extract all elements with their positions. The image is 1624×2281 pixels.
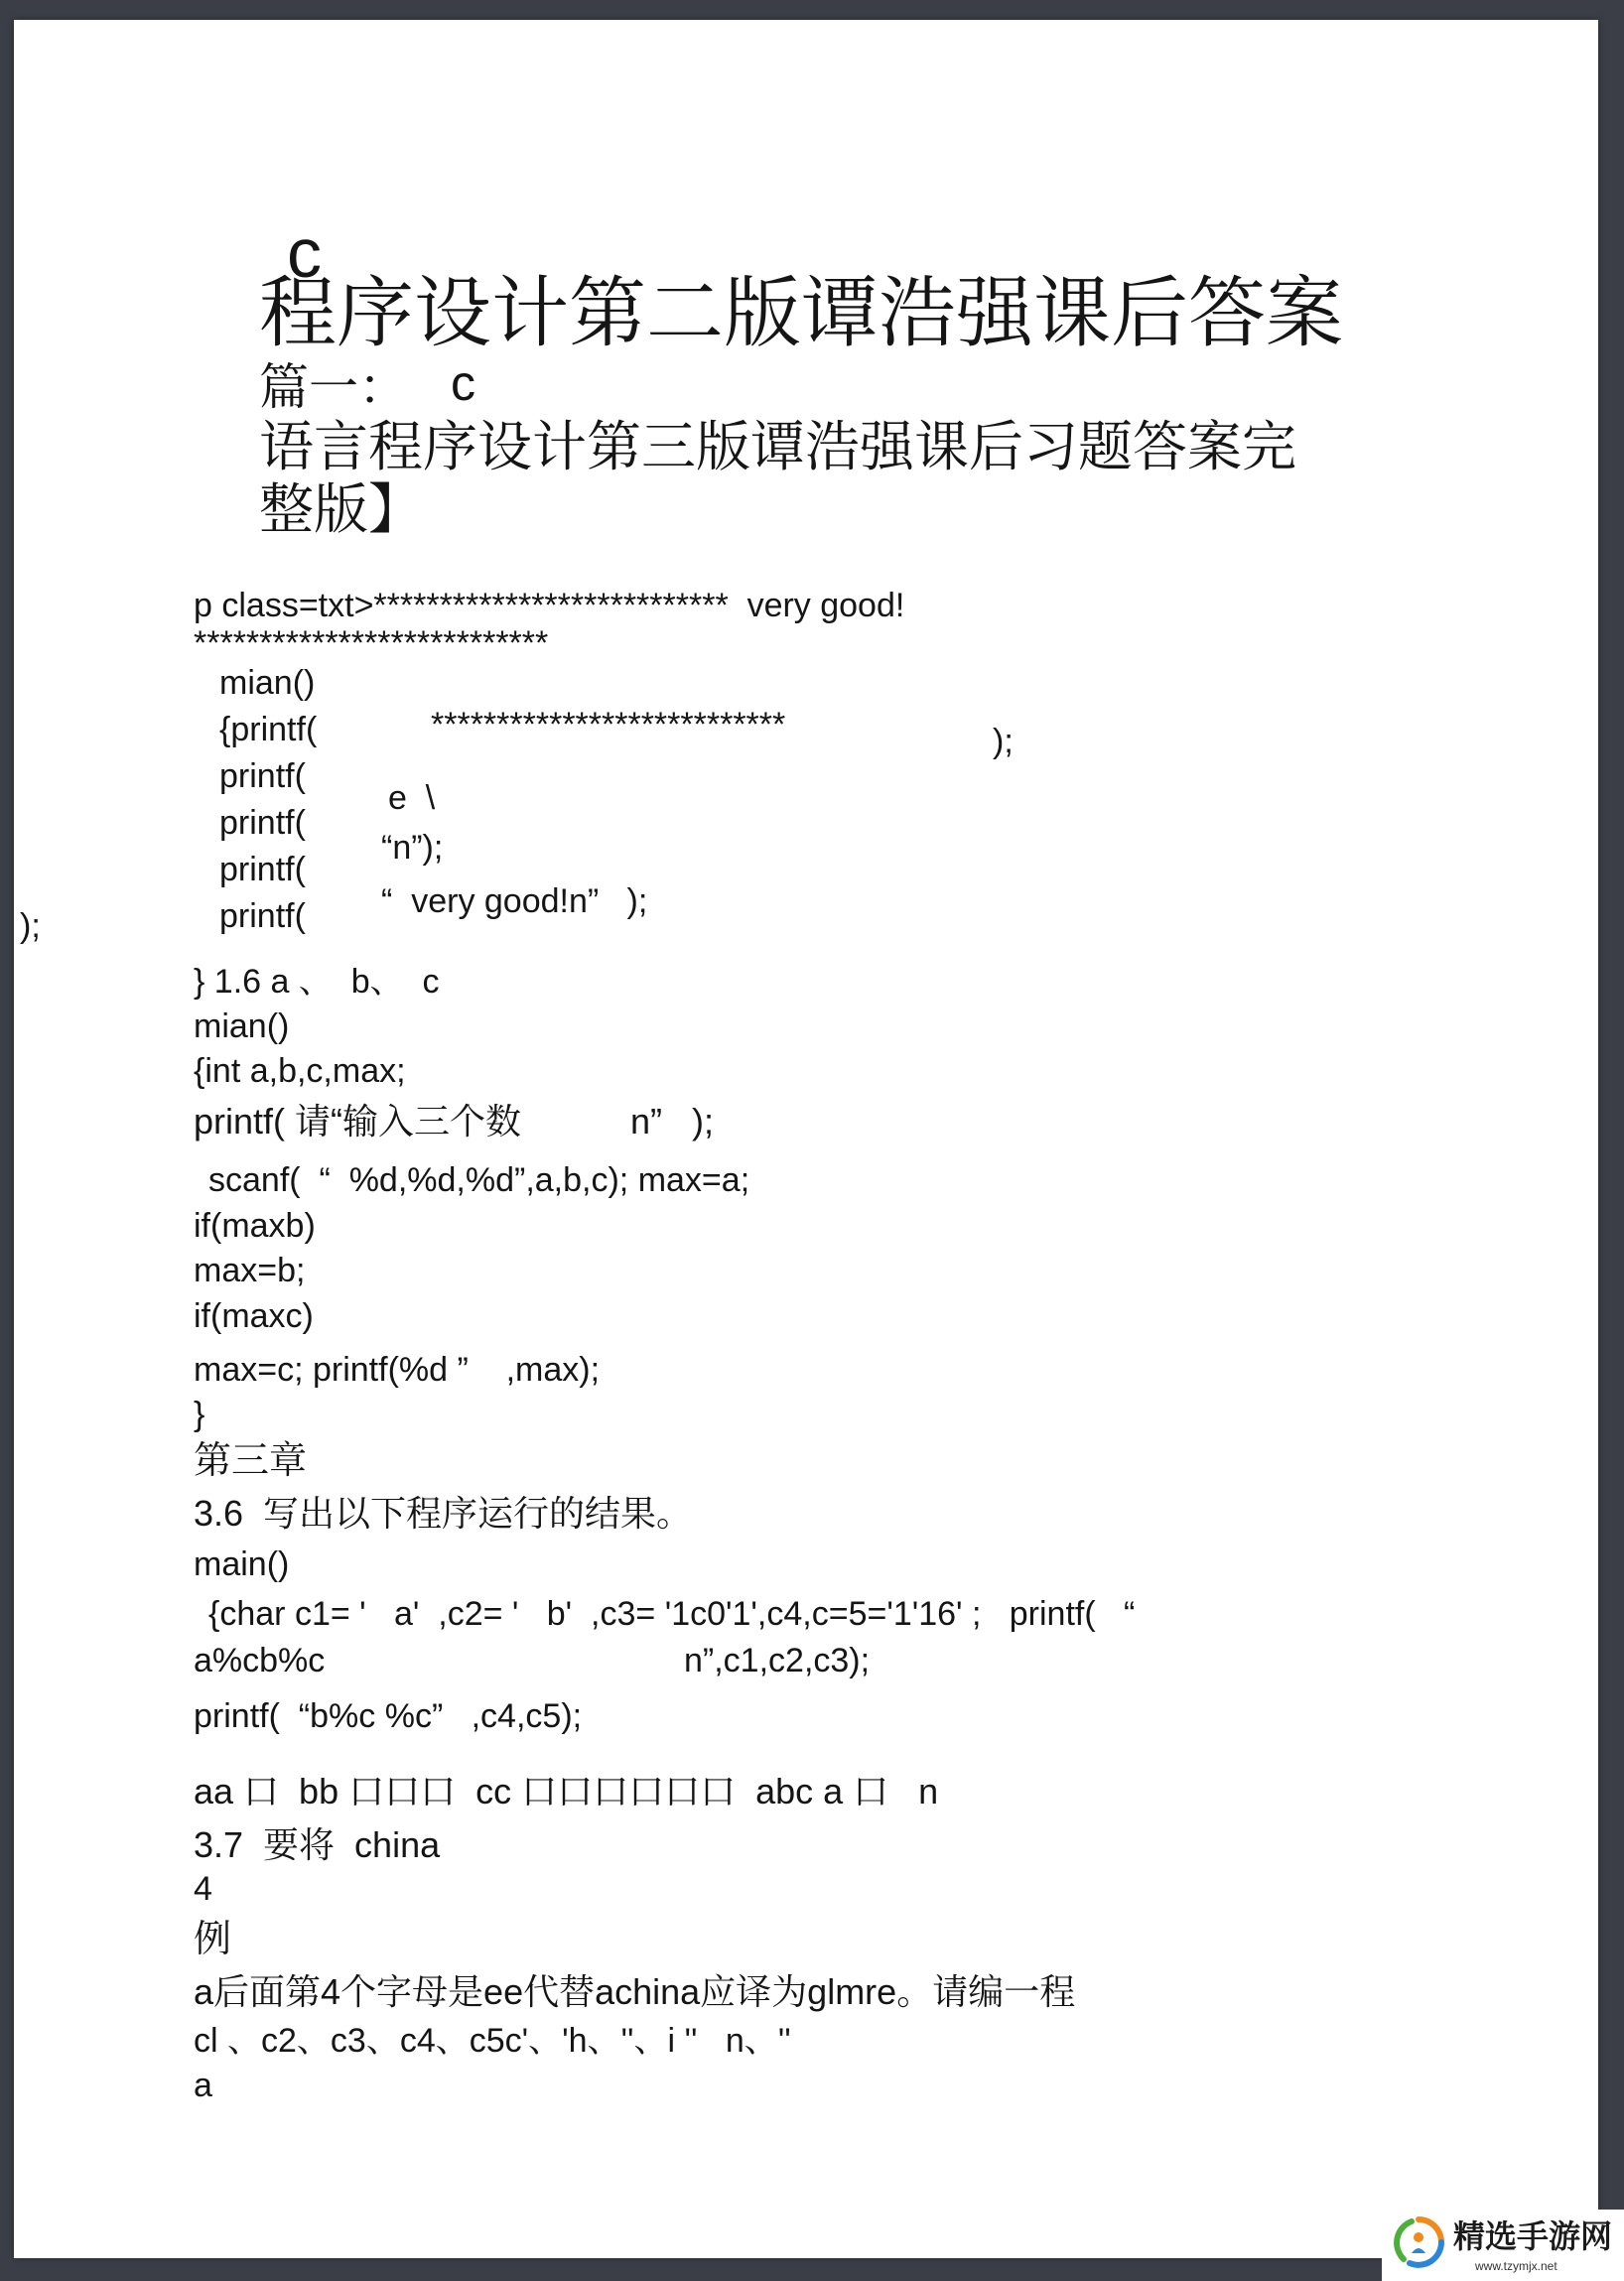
chapter-heading: 第三章 xyxy=(194,1440,308,1482)
code-line: p class=txt>*************************** very good! xyxy=(194,587,905,624)
body-line: 4 xyxy=(194,1870,212,1908)
code-line: printf( “b%c %c” ,c4,c5); xyxy=(194,1697,583,1735)
body-line: cl 、c2、c3、c4、c5c'、'h、''、i '' n、'' xyxy=(194,2022,791,2060)
title-prefix: c xyxy=(287,214,322,292)
code-line: ); xyxy=(20,907,41,945)
code-line: printf( xyxy=(219,804,306,842)
exercise-heading: 3.6 写出以下程序运行的结果。 xyxy=(194,1493,693,1534)
code-line: {int a,b,c,max; xyxy=(194,1052,406,1090)
code-line: mian() xyxy=(219,664,316,702)
code-line: } 1.6 a 、 b、 c xyxy=(194,963,440,1001)
code-line: *************************** xyxy=(194,624,549,662)
section-title-line1: 语言程序设计第三版谭浩强课后习题答案完 xyxy=(259,416,1297,477)
code-line: max=b; xyxy=(194,1252,306,1289)
body-line: 例 xyxy=(194,1919,232,1960)
code-line: “n”); xyxy=(381,829,444,867)
code-line: “ very good!n” ); xyxy=(381,882,648,920)
code-line: mian() xyxy=(194,1007,290,1045)
body-line: a后面第4个字母是ee代替achina应译为glmre。请编一程 xyxy=(194,1971,1076,2012)
code-line: printf( xyxy=(219,757,306,795)
section-label: 篇一： xyxy=(259,359,408,415)
document-title: 程序设计第二版谭浩强课后答案 xyxy=(259,269,1344,356)
code-line: {printf( xyxy=(219,711,318,748)
code-line: if(maxc) xyxy=(194,1297,314,1335)
section-label-c: c xyxy=(451,355,475,411)
exercise-heading: 3.7 要将 china xyxy=(194,1824,441,1865)
code-line: main() xyxy=(194,1545,290,1583)
code-line: max=c; printf(%d ” ,max); xyxy=(194,1351,601,1389)
code-line: ); xyxy=(993,723,1014,760)
code-line: printf( 请“输入三个数 n” ); xyxy=(194,1101,715,1141)
code-line: n”,c1,c2,c3); xyxy=(684,1642,871,1679)
code-line: printf( xyxy=(219,897,306,935)
watermark-brand: 精选手游网 xyxy=(1453,2218,1613,2254)
code-line: e \ xyxy=(388,779,436,817)
output-line: aa 口 bb 口口口 cc 口口口口口口 abc a 口 n xyxy=(194,1771,939,1811)
code-line: } xyxy=(194,1396,205,1433)
swirl-logo-icon xyxy=(1390,2214,1447,2271)
code-line: a%cb%c xyxy=(194,1642,326,1679)
section-title-line2: 整版】 xyxy=(259,478,424,540)
code-line: {char c1= ' a' ,c2= ' b' ,c3= '1c0'1',c4,c=5='1'16' ; printf( “ xyxy=(208,1595,1136,1633)
code-line: printf( xyxy=(219,851,306,888)
code-line: if(maxb) xyxy=(194,1207,316,1245)
code-line: *************************** xyxy=(431,706,786,743)
body-line: a xyxy=(194,2067,212,2104)
watermark-url: www.tzymjx.net xyxy=(1475,2259,1557,2273)
code-line: scanf( “ %d,%d,%d”,a,b,c); max=a; xyxy=(208,1161,750,1199)
